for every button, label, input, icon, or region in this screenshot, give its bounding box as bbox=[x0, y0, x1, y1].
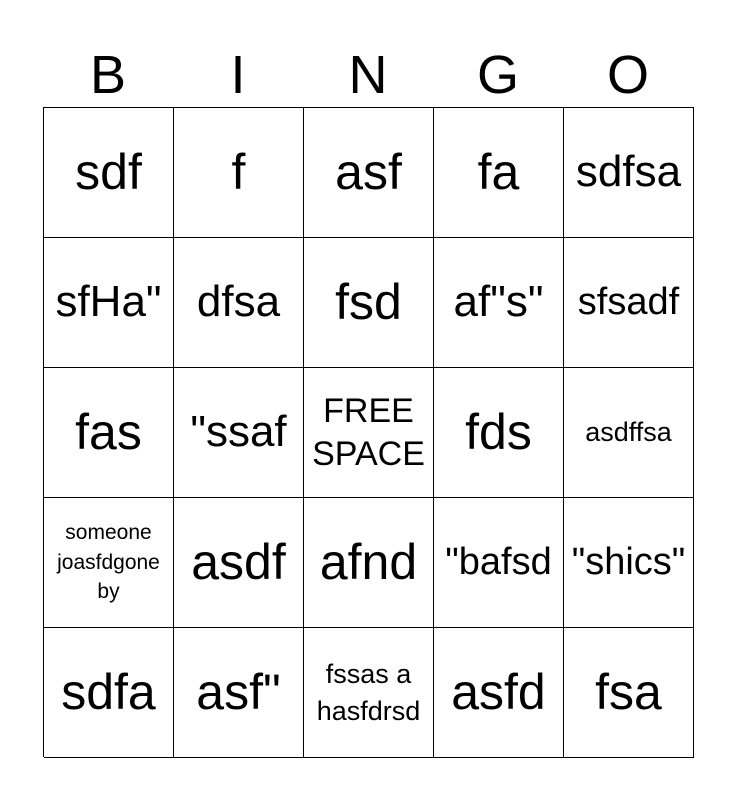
header-letter-o: O bbox=[606, 45, 649, 105]
bingo-cell[interactable]: asf" bbox=[174, 628, 304, 758]
bingo-cell[interactable]: sdfsa bbox=[564, 108, 694, 238]
bingo-cell[interactable]: asdffsa bbox=[564, 368, 694, 498]
bingo-cell[interactable]: asf bbox=[304, 108, 434, 238]
free-space-cell[interactable]: FREE SPACE bbox=[304, 368, 434, 498]
bingo-cell[interactable]: afnd bbox=[304, 498, 434, 628]
header-letter-g: G bbox=[476, 45, 519, 105]
header-letter-b: B bbox=[89, 45, 127, 105]
bingo-cell[interactable]: asdf bbox=[174, 498, 304, 628]
bingo-cell[interactable]: fas bbox=[44, 368, 174, 498]
bingo-cell[interactable]: fa bbox=[434, 108, 564, 238]
bingo-cell[interactable]: sfHa" bbox=[44, 238, 174, 368]
bingo-cell[interactable]: sdfa bbox=[44, 628, 174, 758]
bingo-cell[interactable]: fssas a hasfdrsd bbox=[304, 628, 434, 758]
bingo-card-grid bbox=[43, 107, 694, 757]
bingo-cell[interactable]: sfsadf bbox=[564, 238, 694, 368]
bingo-header bbox=[43, 42, 693, 108]
bingo-cell[interactable]: fds bbox=[434, 368, 564, 498]
bingo-cell[interactable]: fsa bbox=[564, 628, 694, 758]
bingo-cell[interactable]: fsd bbox=[304, 238, 434, 368]
bingo-cell[interactable]: af"s" bbox=[434, 238, 564, 368]
bingo-cell[interactable]: "ssaf bbox=[174, 368, 304, 498]
bingo-cell[interactable]: sdf bbox=[44, 108, 174, 238]
header-letter-n: N bbox=[348, 45, 388, 105]
bingo-cell[interactable]: f bbox=[174, 108, 304, 238]
bingo-cell[interactable]: "bafsd bbox=[434, 498, 564, 628]
bingo-cell[interactable]: someone joasfdgone by bbox=[44, 498, 174, 628]
bingo-cell[interactable]: asfd bbox=[434, 628, 564, 758]
bingo-cell[interactable]: "shics" bbox=[564, 498, 694, 628]
bingo-cell[interactable]: dfsa bbox=[174, 238, 304, 368]
header-letter-i: I bbox=[230, 45, 246, 105]
